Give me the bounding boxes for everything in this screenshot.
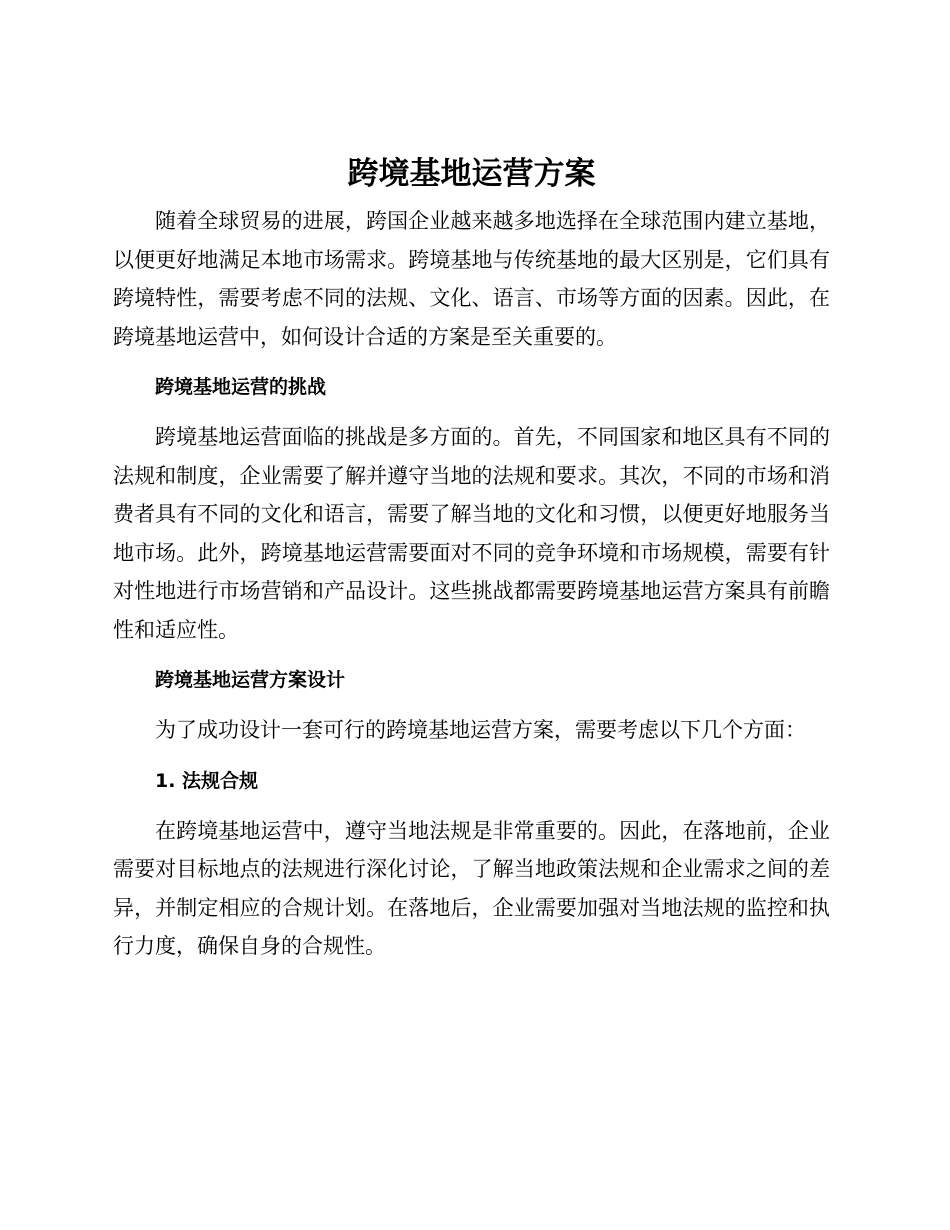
section-body-challenges: 跨境基地运营面临的挑战是多方面的。首先，不同国家和地区具有不同的法规和制度，企业需要了解并遵守当地的法规和要求。其次，不同的市场和消费者具有不同的文化和语言，需要了解当地的文化和习惯，以便更好地服务当地市场。此外，跨境基地运营需要面对不同的竞争环境和市场规模，需要有针对性地进行市场营销和产品设计。这些挑战都需要跨境基地运营方案具有前瞻性和适应性。 <box>113 425 830 642</box>
section-heading-compliance: 1. 法规合规 <box>155 769 259 792</box>
document-content <box>113 146 830 966</box>
section-heading-challenges: 跨境基地运营的挑战 <box>155 376 327 398</box>
intro-paragraph: 随着全球贸易的进展，跨国企业越来越多地选择在全球范围内建立基地，以便更好地满足本地市场需求。跨境基地与传统基地的最大区别是，它们具有跨境特性，需要考虑不同的法规、文化、语言、市场等方面的因素。因此，在跨境基地运营中，如何设计合适的方案是至关重要的。 <box>113 209 830 349</box>
spacer <box>113 796 830 812</box>
section-body-compliance: 在跨境基地运营中，遵守当地法规是非常重要的。因此，在落地前，企业需要对目标地点的法规进行深化讨论，了解当地政策法规和企业需求之间的差异，并制定相应的合规计划。在落地后，企业需要加强对当地法规的监控和执行力度，确保自身的合规性。 <box>113 818 830 958</box>
spacer <box>113 356 830 372</box>
spacer <box>113 695 830 711</box>
document-title: 跨境基地运营方案 <box>347 156 596 192</box>
section-heading-design: 跨境基地运营方案设计 <box>155 669 346 691</box>
section-body-design: 为了成功设计一套可行的跨境基地运营方案，需要考虑以下几个方面： <box>155 718 806 742</box>
spacer <box>113 750 830 766</box>
spacer <box>113 649 830 665</box>
spacer <box>113 402 830 418</box>
